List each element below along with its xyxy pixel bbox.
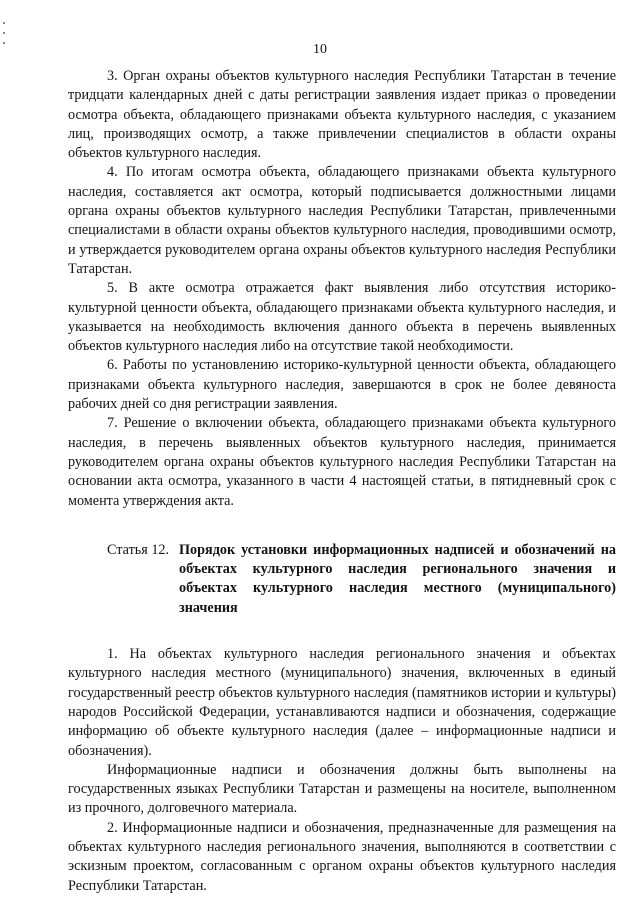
page-number: 10 [313,42,327,57]
scan-mark [3,22,5,24]
paragraph-item-6: 6. Работы по установлению историко-культурной ценности объекта, обладающего признаками объекта культурного наследия, завершаются в срок не более девяноста рабочих дней со дня регистрации заявления. [68,357,616,413]
article-label: Статья 12. [107,541,170,558]
paragraph-article-12-part-1-continued: Информационные надписи и обозначения должны быть выполнены на государственных языках Республики Татарстан и размещены на носителе, выполненном из прочного, долговечного материала. [68,761,616,817]
paragraph-item-4: 4. По итогам осмотра объекта, обладающего признаками объекта культурного наследия, составляется акт осмотра, который подписывается должностными лицами органа охраны объектов культурного наследия Республики Татарстан, привлеченными специалистами в области охраны объектов культурного наследия, проводившими осмотр, и утверждается руководителем органа охраны объектов культурного наследия Республики Татарстан. [68,164,616,277]
paragraph-article-12-part-2: 2. Информационные надписи и обозначения, предназначенные для размещения на объектах культурного наследия регионального значения, выполняются в соответствии с эскизным проектом, согласованным с органом охраны объектов культурного наследия Республики Татарстан. [68,819,616,894]
scan-mark [3,32,5,34]
article-heading [68,541,616,618]
paragraph-article-12-part-1: 1. На объектах культурного наследия регионального значения и объектах культурного наследия местного (муниципального) значения, включенных в единый государственный реестр объектов культурного наследия (памятников истории и культуры) народов Российской Федерации, устанавливаются надписи и обозначения, содержащие информацию об объекте культурного наследия (далее – информационные надписи и обозначения). [68,646,616,759]
paragraph-item-3: 3. Орган охраны объектов культурного наследия Республики Татарстан в течение тридцати календарных дней с даты регистрации заявления издает приказ о проведении осмотра объекта, обладающего признаками объекта культурного наследия, с указанием лиц, производящих осмотр, а также привлечении специалистов в области охраны объектов культурного наследия. [68,68,616,162]
document-body [68,67,616,896]
article-title: Порядок установки информационных надписей и обозначений на объектах культурного наследия регионального значения и объектах культурного наследия местного (муниципального) значения [179,541,616,616]
paragraph-item-5: 5. В акте осмотра отражается факт выявления либо отсутствия историко-культурной ценности объекта, обладающего признаками объекта культурного наследия, и указывается на необходимость включения данного объекта в перечень выявленных объектов культурного наследия либо на отсутствие такой необходимости. [68,280,616,355]
paragraph-item-7: 7. Решение о включении объекта, обладающего признаками объекта культурного наследия, в перечень выявленных объектов культурного наследия, принимается руководителем органа охраны объектов культурного наследия Республики Татарстан на основании акта осмотра, указанного в части 4 настоящей статьи, в пятидневный срок с момента утверждения акта. [68,415,616,509]
